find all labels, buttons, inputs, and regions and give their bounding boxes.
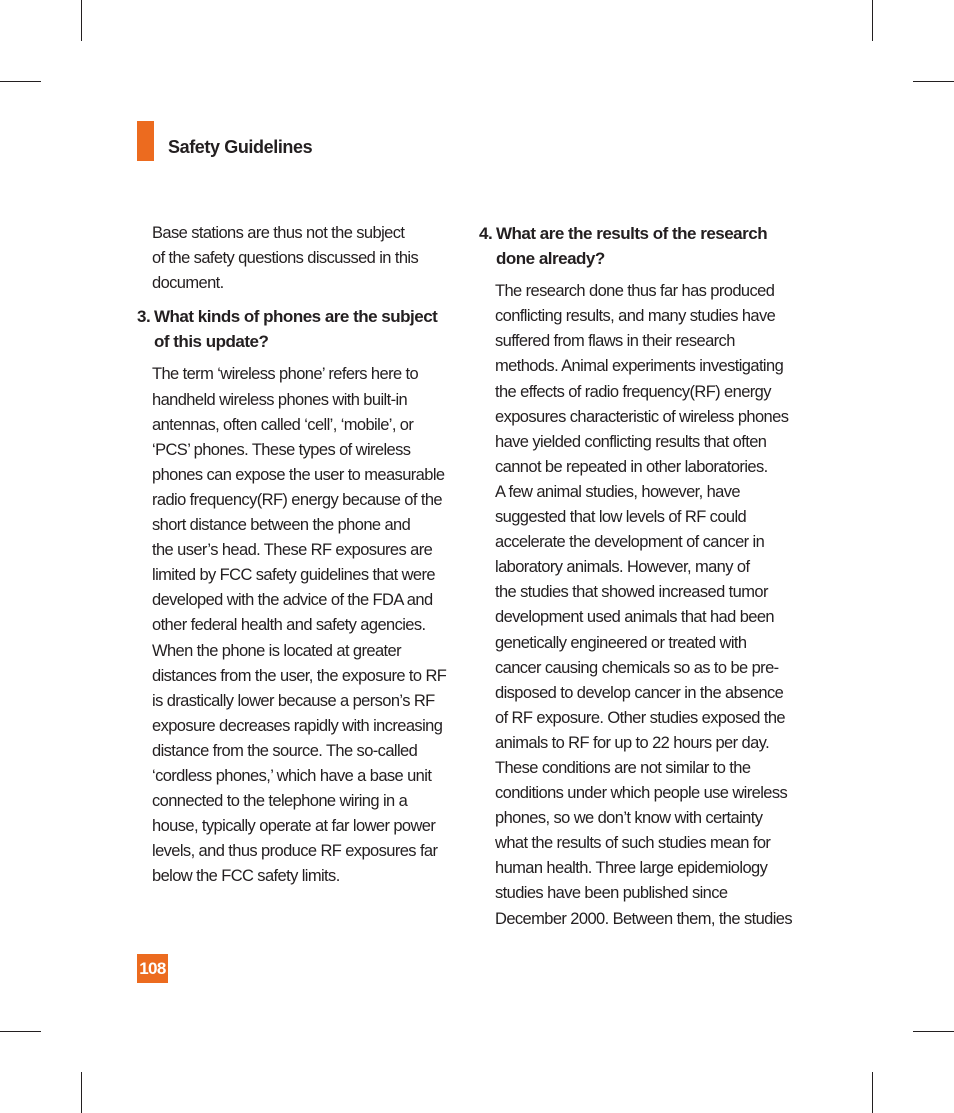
text-line: connected to the telephone wiring in a	[152, 792, 408, 811]
text-line: of RF exposure. Other studies exposed the	[495, 708, 785, 727]
text-line: is drastically lower because a person’s RF	[152, 691, 435, 710]
question-line: done already?	[496, 249, 605, 269]
text-line: The term ‘wireless phone’ refers here to	[152, 365, 419, 384]
answer-3-paragraph	[152, 362, 452, 889]
text-line: studies have been published since	[495, 884, 728, 903]
page-number-badge: 108	[137, 954, 168, 983]
crop-mark-bottom-right-vertical	[872, 1072, 873, 1113]
crop-mark-top-right-vertical	[872, 0, 873, 41]
text-line: antennas, often called ‘cell’, ‘mobile’, or	[152, 415, 414, 434]
text-line: accelerate the development of cancer in	[495, 533, 765, 552]
text-line: of the safety questions discussed in this	[152, 249, 419, 268]
crop-mark-top-left-vertical	[81, 0, 82, 41]
text-line: limited by FCC safety guidelines that were	[152, 566, 435, 585]
text-line: exposures characteristic of wireless phones	[495, 407, 789, 426]
text-line: exposure decreases rapidly with increasing	[152, 716, 443, 735]
text-line: human health. Three large epidemiology	[495, 859, 768, 878]
text-line: December 2000. Between them, the studies	[495, 909, 793, 928]
text-line: ‘cordless phones,’ which have a base unit	[152, 766, 432, 785]
crop-mark-bottom-left-horizontal	[0, 1031, 41, 1032]
text-line: genetically engineered or treated with	[495, 633, 747, 652]
text-line: These conditions are not similar to the	[495, 758, 751, 777]
question-line: What are the results of the research	[496, 224, 768, 243]
text-line: document.	[152, 274, 224, 293]
text-line: suggested that low levels of RF could	[495, 508, 747, 527]
text-line: When the phone is located at greater	[152, 641, 401, 660]
section-accent-bar	[137, 121, 154, 161]
crop-mark-bottom-right-horizontal	[913, 1031, 954, 1032]
text-line: distance from the source. The so-called	[152, 741, 418, 760]
text-line: cannot be repeated in other laboratories.	[495, 457, 768, 476]
text-line: short distance between the phone and	[152, 516, 411, 535]
text-line: cancer causing chemicals so as to be pre-	[495, 658, 779, 677]
text-line: The research done thus far has produced	[495, 282, 775, 301]
text-line: levels, and thus produce RF exposures far	[152, 842, 438, 861]
text-line: the effects of radio frequency(RF) energy	[495, 382, 771, 401]
text-line: A few animal studies, however, have	[495, 482, 740, 501]
text-line: house, typically operate at far lower power	[152, 817, 436, 836]
answer-4-paragraph	[495, 279, 805, 931]
text-line: below the FCC safety limits.	[152, 867, 340, 886]
text-line: have yielded conflicting results that often	[495, 432, 767, 451]
intro-paragraph	[152, 221, 452, 296]
text-line: phones can expose the user to measurable	[152, 465, 445, 484]
text-line: what the results of such studies mean for	[495, 834, 771, 853]
section-title: Safety Guidelines	[168, 137, 313, 157]
text-line: disposed to develop cancer in the absence	[495, 683, 784, 702]
text-line: phones, so we don’t know with certainty	[495, 809, 763, 828]
text-line: the user’s head. These RF exposures are	[152, 541, 433, 560]
question-number: 3.	[137, 307, 151, 327]
right-column	[479, 221, 805, 932]
question-line: What kinds of phones are the subject	[154, 307, 438, 327]
text-line: ‘PCS’ phones. These types of wireless	[152, 440, 411, 459]
question-4-heading	[479, 221, 805, 271]
text-line: conflicting results, and many studies have	[495, 307, 776, 326]
text-line: developed with the advice of the FDA and	[152, 591, 433, 610]
crop-mark-top-left-horizontal	[0, 81, 41, 82]
text-line: animals to RF for up to 22 hours per day.	[495, 733, 770, 752]
question-number: 4.	[479, 224, 493, 243]
text-line: handheld wireless phones with built-in	[152, 390, 408, 409]
text-line: other federal health and safety agencies.	[152, 616, 426, 635]
question-line: of this update?	[154, 332, 269, 352]
text-line: methods. Animal experiments investigating	[495, 357, 784, 376]
text-line: conditions under which people use wireless	[495, 784, 788, 803]
text-line: distances from the user, the exposure to RF	[152, 666, 447, 685]
text-line: radio frequency(RF) energy because of the	[152, 490, 442, 509]
text-line: laboratory animals. However, many of	[495, 558, 750, 577]
crop-mark-bottom-left-vertical	[81, 1072, 82, 1113]
text-line: Base stations are thus not the subject	[152, 224, 405, 242]
text-line: suffered from flaws in their research	[495, 332, 735, 351]
crop-mark-top-right-horizontal	[913, 81, 954, 82]
question-3-heading	[137, 304, 452, 354]
text-line: the studies that showed increased tumor	[495, 583, 768, 602]
left-column	[137, 221, 452, 889]
text-line: development used animals that had been	[495, 608, 774, 627]
